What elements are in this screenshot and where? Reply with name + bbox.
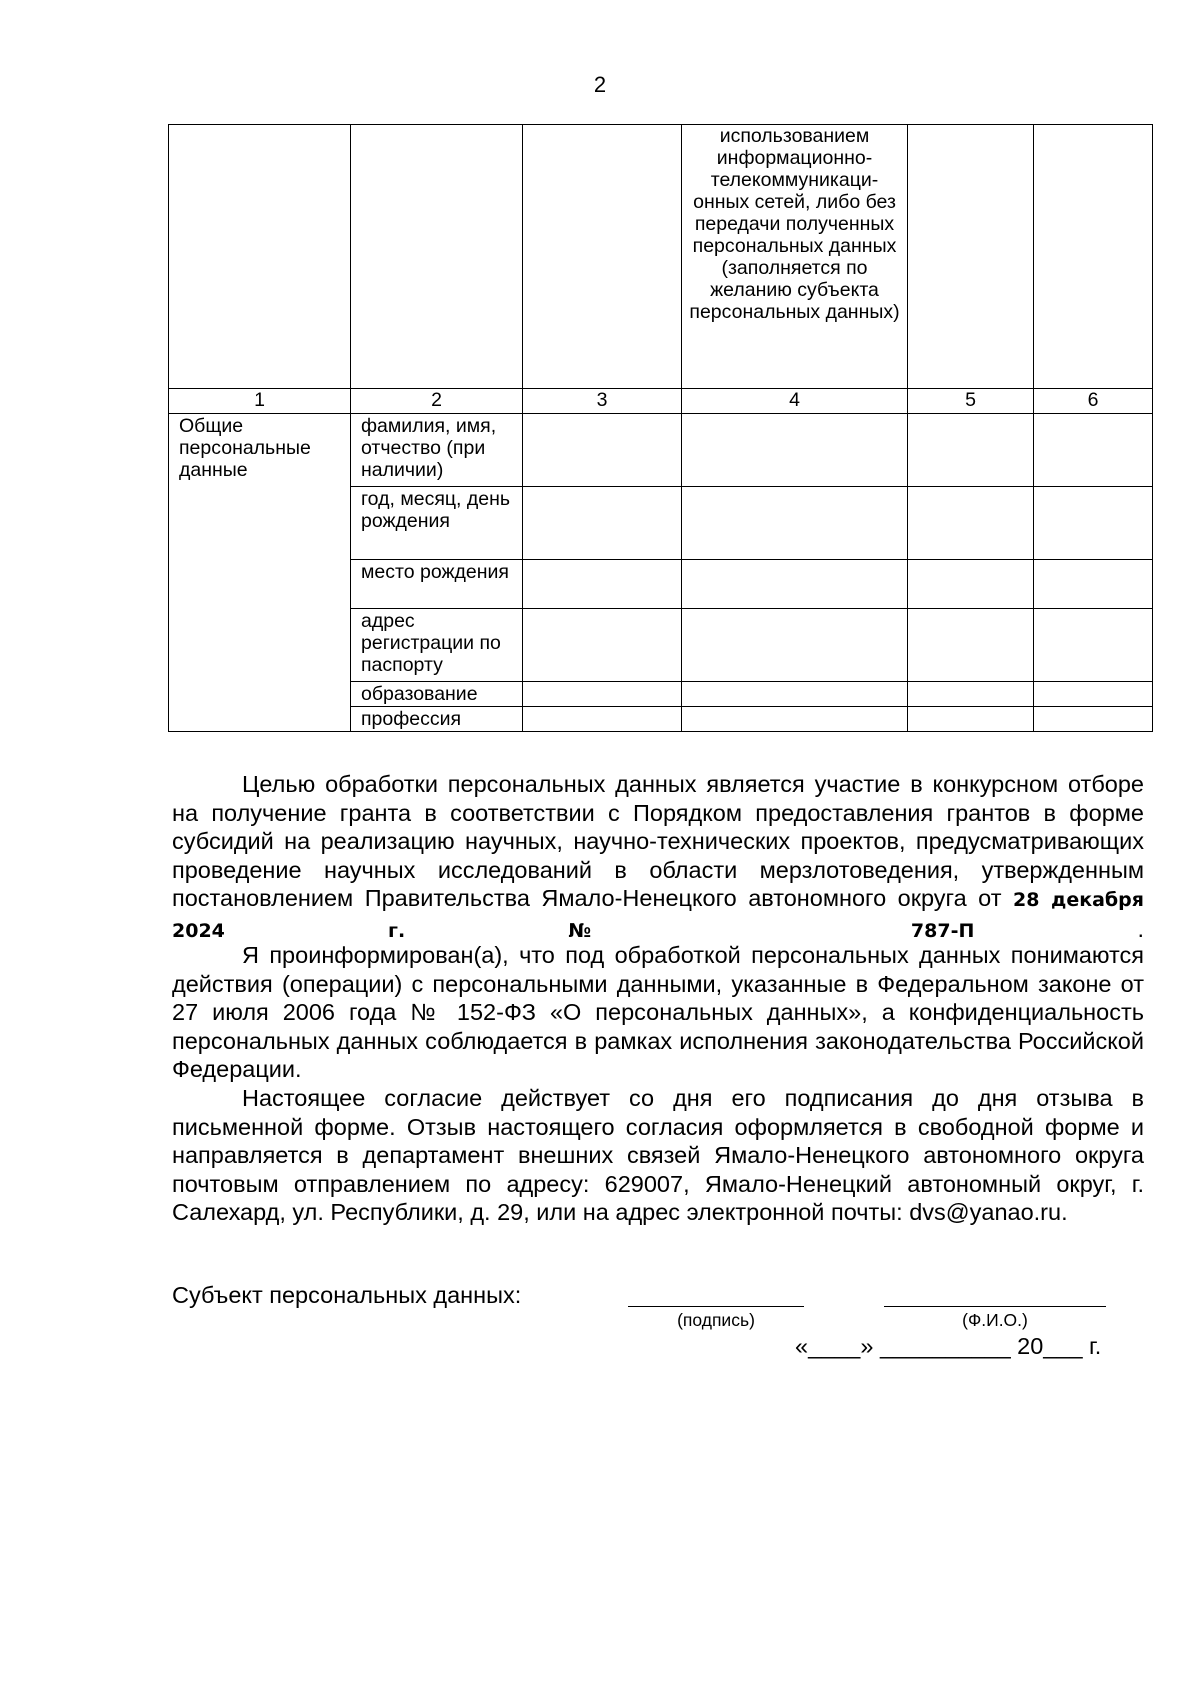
row-label: адрес регистрации по паспорту: [351, 609, 523, 682]
header-cell-6: [1034, 125, 1153, 389]
header-cell-5: [908, 125, 1034, 389]
empty-cell: [1034, 414, 1153, 487]
empty-cell: [523, 707, 682, 732]
empty-cell: [1034, 560, 1153, 609]
empty-cell: [1034, 707, 1153, 732]
row-label: место рождения: [351, 560, 523, 609]
consent-term-paragraph: [172, 1084, 1144, 1227]
empty-cell: [682, 707, 908, 732]
column-number: 3: [523, 389, 682, 414]
empty-cell: [682, 560, 908, 609]
empty-cell: [908, 414, 1034, 487]
header-cell-3: [523, 125, 682, 389]
empty-cell: [908, 560, 1034, 609]
empty-cell: [682, 487, 908, 560]
header-cell-1: [169, 125, 351, 389]
purpose-text: Целью обработки персональных данных является участие в конкурсном отборе на получение гранта в соответствии с Порядком предоставления грантов в форме субсидий на реализацию научных, научно-технических проектов, предусматривающих проведение научных исследований в области мерзлотоведения, утвержденным постановлением Правительства Ямало-Ненецкого автономного округа от: [172, 771, 1144, 912]
subject-label: Субъект персональных данных:: [172, 1282, 522, 1308]
empty-cell: [908, 487, 1034, 560]
information-text: Я проинформирован(а), что под обработкой персональных данных понимаются действия (операции) с персональными данными, указанные в Федеральном законе от 27 июля 2006 года № 152-ФЗ «О персональных данных», а конфиденциальность персональных данных соблюдается в рамках исполнения законодательства Российской Федерации.: [172, 942, 1144, 1083]
table-header-row: [169, 125, 1153, 389]
empty-cell: [1034, 609, 1153, 682]
empty-cell: [523, 682, 682, 707]
empty-cell: [1034, 487, 1153, 560]
decree-reference: 28 декабря 2024 г. № 787-П: [172, 889, 1144, 942]
header-cell-4: использованием информационно-телекоммуникаци-онных сетей, либо без передачи полученных персональных данных (заполняется по желанию субъекта персональных данных): [682, 125, 908, 389]
column-number: 2: [351, 389, 523, 414]
empty-cell: [908, 682, 1034, 707]
row-label: год, месяц, день рождения: [351, 487, 523, 560]
empty-cell: [523, 414, 682, 487]
consent-term-text: Настоящее согласие действует со дня его подписания до дня отзыва в письменной форме. Отзыв настоящего согласия оформляется в свободной форме и направляется в департамент внешних связей Ямало-Ненецкого автономного округа почтовым отправлением по адресу: 629007, Ямало-Ненецкий автономный округ, г. Салехард, ул. Республики, д. 29, или на адрес электронной почты: dvs@yanao.ru.: [172, 1085, 1144, 1226]
category-cell: Общие персональные данные: [169, 414, 351, 732]
column-number: 1: [169, 389, 351, 414]
empty-cell: [1034, 682, 1153, 707]
date-line: «____» __________ 20___ г.: [795, 1333, 1102, 1359]
empty-cell: [908, 609, 1034, 682]
column-number: 5: [908, 389, 1034, 414]
empty-cell: [908, 707, 1034, 732]
name-caption: (Ф.И.О.): [962, 1310, 1028, 1330]
row-label: фамилия, имя, отчество (при наличии): [351, 414, 523, 487]
name-line: [884, 1306, 1106, 1307]
empty-cell: [523, 560, 682, 609]
purpose-paragraph: [172, 770, 1144, 946]
column-number: 6: [1034, 389, 1153, 414]
table-row: [169, 414, 1153, 487]
header-cell-2: [351, 125, 523, 389]
purpose-end: .: [1137, 915, 1145, 942]
row-label: профессия: [351, 707, 523, 732]
empty-cell: [682, 682, 908, 707]
empty-cell: [523, 609, 682, 682]
empty-cell: [682, 414, 908, 487]
row-label: образование: [351, 682, 523, 707]
information-paragraph: [172, 941, 1144, 1084]
signature-line: [628, 1306, 804, 1307]
column-number: 4: [682, 389, 908, 414]
empty-cell: [682, 609, 908, 682]
personal-data-table: [168, 124, 1153, 732]
signature-caption: (подпись): [677, 1310, 755, 1330]
column-number-row: [169, 389, 1153, 414]
page-number: 2: [593, 72, 607, 97]
empty-cell: [523, 487, 682, 560]
